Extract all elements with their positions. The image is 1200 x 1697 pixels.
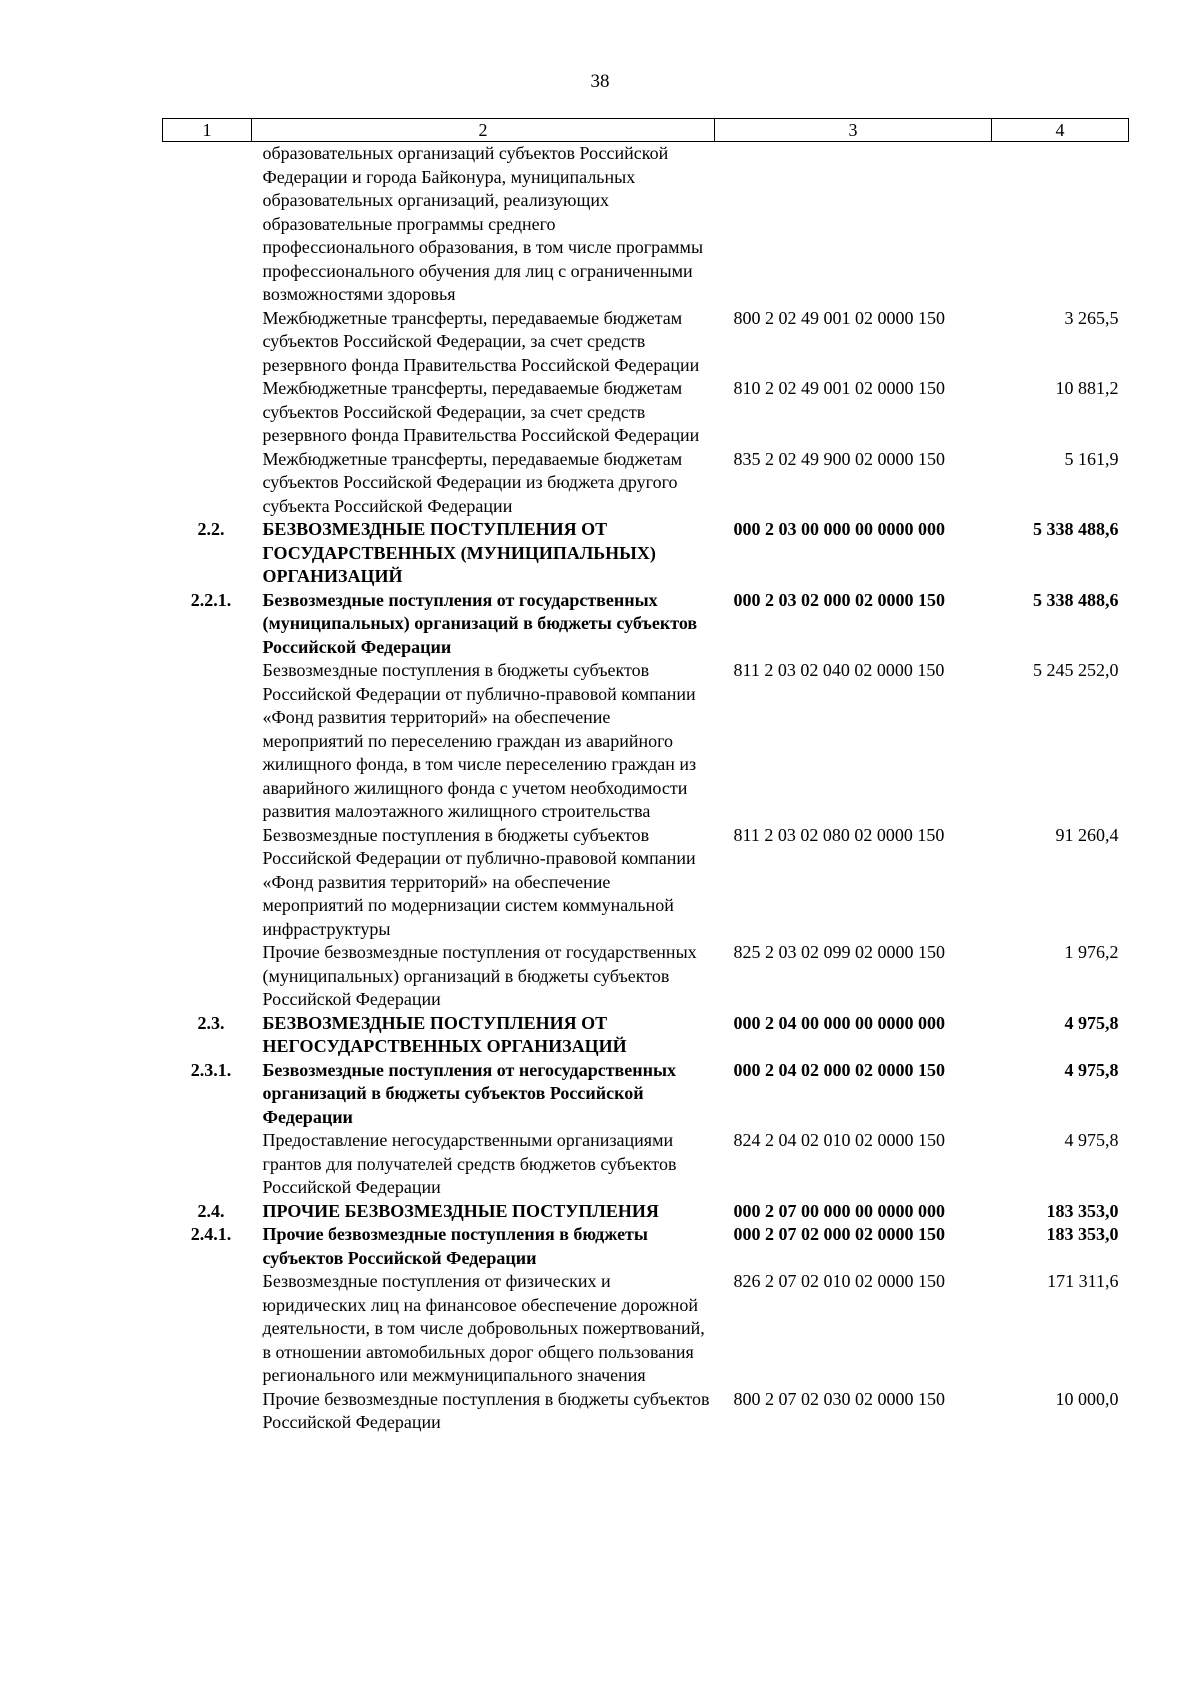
row-description: Прочие безвозмездные поступления от государственных (муниципальных) организаций в бюджеты субъектов Российской Федерации <box>262 942 697 1009</box>
row-description: Безвозмездные поступления от государственных (муниципальных) организаций в бюджеты субъектов Российской Федерации <box>262 589 698 657</box>
table-row <box>163 1059 1129 1130</box>
row-description: Межбюджетные трансферты, передаваемые бюджетам субъектов Российской Федерации из бюджета другого субъекта Российской Федерации <box>262 448 683 516</box>
row-amount: 4 975,8 <box>1064 1012 1119 1033</box>
table-row <box>163 659 1129 824</box>
budget-code: 800 2 02 49 001 02 0000 150 <box>733 307 945 328</box>
budget-code: 811 2 03 02 080 02 0000 150 <box>733 824 945 845</box>
budget-code: 000 2 07 00 000 00 0000 000 <box>733 1200 945 1221</box>
table-row <box>163 518 1129 589</box>
row-description: БЕЗВОЗМЕЗДНЫЕ ПОСТУПЛЕНИЯ ОТ ГОСУДАРСТВЕННЫХ (МУНИЦИПАЛЬНЫХ) ОРГАНИЗАЦИЙ <box>262 519 656 586</box>
column-header-3: 3 <box>715 119 992 142</box>
table-row <box>163 941 1129 1012</box>
row-amount: 4 975,8 <box>1064 1130 1119 1150</box>
budget-code: 000 2 04 00 000 00 0000 000 <box>733 1012 945 1033</box>
budget-code: 810 2 02 49 001 02 0000 150 <box>733 378 945 398</box>
row-number <box>163 1388 252 1435</box>
table-row <box>163 824 1129 942</box>
table-row <box>163 142 1129 307</box>
row-number <box>163 377 252 448</box>
row-amount: 183 353,0 <box>1046 1224 1119 1244</box>
row-number <box>163 1129 252 1200</box>
table-row <box>163 1223 1129 1270</box>
table-row <box>163 377 1129 448</box>
row-number: 2.2.1. <box>190 589 232 610</box>
row-amount: 171 311,6 <box>1047 1271 1119 1291</box>
table-row <box>163 1388 1129 1435</box>
row-amount: 1 976,2 <box>1064 942 1119 962</box>
row-description: Прочие безвозмездные поступления в бюджеты субъектов Российской Федерации <box>262 1388 710 1432</box>
row-amount: 5 338 488,6 <box>1033 519 1119 539</box>
table-row <box>163 448 1129 519</box>
row-number <box>163 941 252 1012</box>
row-description: Безвозмездные поступления от негосударственных организаций в бюджеты субъектов Российской Федерации <box>262 1059 677 1127</box>
table-row <box>163 307 1129 378</box>
table-row <box>163 1012 1129 1059</box>
budget-code <box>715 142 992 307</box>
row-amount: 10 000,0 <box>1055 1388 1119 1409</box>
row-amount: 5 161,9 <box>1064 448 1119 469</box>
column-header-1: 1 <box>163 119 252 142</box>
row-number <box>163 659 252 824</box>
budget-table <box>162 118 1129 1435</box>
budget-code: 000 2 03 00 000 00 0000 000 <box>733 519 945 539</box>
budget-code: 000 2 03 02 000 02 0000 150 <box>733 589 945 610</box>
row-number: 2.4. <box>197 1200 225 1221</box>
row-number <box>163 307 252 378</box>
budget-code: 824 2 04 02 010 02 0000 150 <box>733 1130 945 1150</box>
row-description: ПРОЧИЕ БЕЗВОЗМЕЗДНЫЕ ПОСТУПЛЕНИЯ <box>262 1200 659 1221</box>
row-amount: 5 245 252,0 <box>1033 660 1119 680</box>
budget-code: 835 2 02 49 900 02 0000 150 <box>733 448 945 469</box>
budget-code: 811 2 03 02 040 02 0000 150 <box>733 660 945 680</box>
budget-code: 826 2 07 02 010 02 0000 150 <box>733 1271 945 1291</box>
table-row <box>163 1270 1129 1388</box>
row-amount: 183 353,0 <box>1046 1200 1119 1221</box>
row-description: Предоставление негосударственными организациями грантов для получателей средств бюджетов субъектов Российской Федерации <box>262 1130 677 1197</box>
row-amount: 4 975,8 <box>1064 1059 1119 1080</box>
row-description: образовательных организаций субъектов Российской Федерации и города Байконура, муниципальных образовательных организаций, реализующих образовательные программы среднего профессионального образования, в том числе программы профессионального обучения для лиц с ограниченными возможностями здоровья <box>262 143 704 304</box>
column-header-4: 4 <box>992 119 1129 142</box>
row-description: Безвозмездные поступления в бюджеты субъектов Российской Федерации от публично-правовой компании «Фонд развития территорий» на обеспечение мероприятий по переселению граждан из аварийного жилищного фонда, в том числе переселению граждан из аварийного жилищного фонда с учетом необходимости развития малоэтажного жилищного строительства <box>262 660 697 821</box>
column-header-2: 2 <box>252 119 715 142</box>
row-description: Межбюджетные трансферты, передаваемые бюджетам субъектов Российской Федерации, за счет средств резервного фонда Правительства Российской Федерации <box>262 307 700 375</box>
row-description: Безвозмездные поступления от физических и юридических лиц на финансовое обеспечение дорожной деятельности, в том числе добровольных пожертвований, в отношении автомобильных дорог общего пользования регионального или межмуниципального значения <box>262 1271 705 1385</box>
row-description: Безвозмездные поступления в бюджеты субъектов Российской Федерации от публично-правовой компании «Фонд развития территорий» на обеспечение мероприятий по модернизации систем коммунальной инфраструктуры <box>262 824 696 939</box>
row-amount <box>992 142 1129 307</box>
row-description: БЕЗВОЗМЕЗДНЫЕ ПОСТУПЛЕНИЯ ОТ НЕГОСУДАРСТВЕННЫХ ОРГАНИЗАЦИЙ <box>262 1012 627 1056</box>
table-body <box>163 142 1129 1435</box>
table-row <box>163 1129 1129 1200</box>
row-number <box>163 824 252 942</box>
row-number: 2.4.1. <box>190 1224 232 1244</box>
budget-code: 825 2 03 02 099 02 0000 150 <box>733 942 945 962</box>
budget-code: 000 2 07 02 000 02 0000 150 <box>733 1224 945 1244</box>
row-amount: 5 338 488,6 <box>1033 589 1119 610</box>
row-number <box>163 448 252 519</box>
row-number: 2.3. <box>197 1012 225 1033</box>
table-row <box>163 1200 1129 1224</box>
table-row <box>163 589 1129 660</box>
row-number: 2.2. <box>197 519 225 539</box>
row-number <box>163 1270 252 1388</box>
row-amount: 3 265,5 <box>1064 307 1119 328</box>
row-description: Прочие безвозмездные поступления в бюджеты субъектов Российской Федерации <box>262 1224 648 1268</box>
header-row <box>163 119 1129 142</box>
row-amount: 10 881,2 <box>1055 378 1119 398</box>
budget-code: 800 2 07 02 030 02 0000 150 <box>733 1388 945 1409</box>
row-number: 2.3.1. <box>190 1059 232 1080</box>
page-number: 38 <box>590 71 610 92</box>
row-description: Межбюджетные трансферты, передаваемые бюджетам субъектов Российской Федерации, за счет средств резервного фонда Правительства Российской Федерации <box>262 378 700 445</box>
budget-code: 000 2 04 02 000 02 0000 150 <box>733 1059 945 1080</box>
row-number <box>163 142 252 307</box>
row-amount: 91 260,4 <box>1055 824 1119 845</box>
table-header <box>163 119 1129 142</box>
